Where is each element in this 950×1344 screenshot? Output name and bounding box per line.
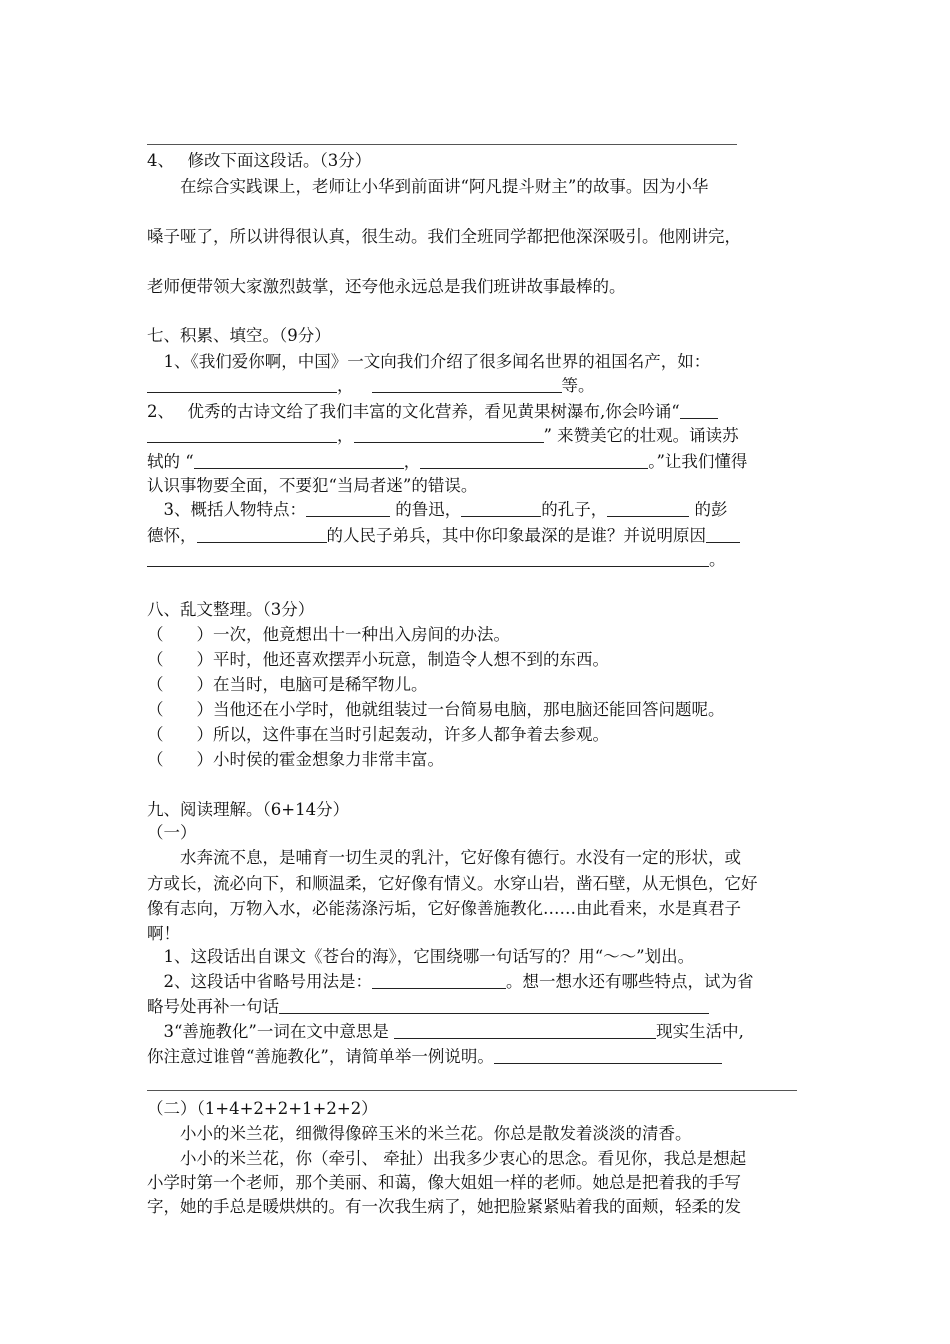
fill-blank[interactable] — [372, 376, 562, 393]
question-line — [147, 451, 747, 473]
question-line — [147, 971, 754, 993]
ordering-item: （ ）当他还在小学时，他就组装过一台简易电脑，那电脑还能回答问题呢。 — [147, 700, 725, 719]
fill-blank[interactable] — [372, 972, 506, 989]
part-label: （二）（1+4+2+2+1+2+2） — [147, 1099, 378, 1118]
text-fragment: 轼的 “ — [147, 452, 194, 471]
text-fragment: 3、概括人物特点： — [147, 500, 306, 519]
fill-blank[interactable] — [706, 526, 740, 543]
fill-blank[interactable] — [194, 452, 404, 469]
question-line — [147, 401, 718, 423]
question-line — [147, 1046, 722, 1068]
fill-blank[interactable] — [607, 500, 689, 517]
section-4-title: 4、 修改下面这段话。（3分） — [147, 151, 372, 170]
ordering-item: （ ）所以，这件事在当时引起轰动，许多人都争着去参观。 — [147, 725, 609, 744]
question-line — [147, 425, 739, 447]
text-fragment: 3“善施教化”一词在文中意思是 — [147, 1022, 395, 1041]
question-line: 1、《我们爱你啊，中国》一文向我们介绍了很多闻名世界的祖国名产，如： — [147, 352, 711, 371]
text-fragment: 略号处再补一句话 — [147, 997, 279, 1016]
section-8-title: 八、乱文整理。（3分） — [147, 600, 315, 619]
fill-blank[interactable] — [197, 526, 327, 543]
passage-line: 小小的米兰花，你（牵引、 牵扯）出我多少衷心的思念。看见你，我总是想起 — [147, 1149, 747, 1168]
fill-blank[interactable] — [420, 452, 648, 469]
fill-blank[interactable] — [279, 997, 709, 1014]
separator: ， — [337, 426, 354, 445]
answer-line[interactable] — [147, 1090, 797, 1091]
ordering-item: （ ）一次，他竟想出十一种出入房间的办法。 — [147, 625, 510, 644]
text-fragment: 2、 优秀的古诗文给了我们丰富的文化营养，看见黄果树瀑布,你会吟诵“ — [147, 402, 680, 421]
part-label: （一） — [147, 823, 197, 842]
answer-line — [147, 144, 737, 145]
text-fragment: 2、这段话中省略号用法是： — [147, 972, 372, 991]
text-fragment: 现实生活中, — [656, 1022, 744, 1041]
ordering-item: （ ）平时，他还喜欢摆弄小玩意，制造令人想不到的东西。 — [147, 650, 609, 669]
question-line: 1、这段话出自课文《苍台的海》，它围绕哪一句话写的？用“～～”划出。 — [147, 947, 695, 966]
text-fragment: 。”让我们懂得 — [648, 452, 748, 471]
fill-blank[interactable] — [306, 500, 390, 517]
text-fragment: 的人民子弟兵，其中你印象最深的是谁？并说明原因 — [326, 526, 706, 545]
passage-line: 啊！ — [147, 924, 180, 943]
paragraph-line: 在综合实践课上，老师让小华到前面讲“阿凡提斗财主”的故事。因为小华 — [147, 177, 709, 196]
text-fragment: 。 — [709, 550, 726, 569]
fill-blank[interactable] — [354, 426, 544, 443]
question-line — [147, 525, 740, 547]
paragraph-line: 嗓子哑了，所以讲得很认真，很生动。我们全班同学都把他深深吸引。他刚讲完， — [147, 227, 741, 246]
ordering-item: （ ）小时侯的霍金想象力非常丰富。 — [147, 750, 444, 769]
text-fragment: 德怀， — [147, 526, 197, 545]
question-line — [147, 549, 726, 571]
fill-blank[interactable] — [494, 1047, 722, 1064]
fill-blank[interactable] — [680, 402, 718, 419]
fill-blank[interactable] — [147, 426, 337, 443]
question-line — [147, 499, 728, 521]
text-fragment: ” 来赞美它的壮观。诵读苏 — [543, 426, 739, 445]
text-fragment: 。想一想水还有哪些特点，试为省 — [506, 972, 754, 991]
text-fragment: 的孔子， — [541, 500, 608, 519]
question-line — [147, 375, 595, 397]
text-fragment: 的鲁迅， — [390, 500, 462, 519]
fill-blank[interactable] — [147, 376, 337, 393]
paragraph-line: 老师便带领大家激烈鼓掌，还夸他永远总是我们班讲故事最棒的。 — [147, 277, 626, 296]
section-7-title: 七、积累、填空。（9分） — [147, 326, 331, 345]
question-line — [147, 1021, 744, 1043]
fill-blank[interactable] — [394, 1022, 656, 1039]
separator: ， — [337, 376, 354, 395]
passage-line: 水奔流不息，是哺育一切生灵的乳汁，它好像有德行。水没有一定的形状，或 — [147, 848, 741, 867]
question-line — [147, 996, 709, 1018]
passage-line: 小学时第一个老师，那个美丽、和蔼，像大姐姐一样的老师。她总是把着我的手写 — [147, 1173, 741, 1192]
ordering-item: （ ）在当时，电脑可是稀罕物儿。 — [147, 675, 428, 694]
text-fragment: 等。 — [561, 376, 595, 395]
passage-line: 小小的米兰花，细微得像碎玉米的米兰花。你总是散发着淡淡的清香。 — [147, 1124, 692, 1143]
section-9-title: 九、阅读理解。（6+14分） — [147, 800, 350, 819]
passage-line: 字，她的手总是暖烘烘的。有一次我生病了，她把脸紧紧贴着我的面颊，轻柔的发 — [147, 1197, 741, 1216]
passage-line: 像有志向，万物入水，必能荡涤污垢，它好像善施教化……由此看来，水是真君子 — [147, 899, 741, 918]
text-fragment: 的彭 — [689, 500, 728, 519]
answer-line[interactable] — [147, 550, 709, 567]
passage-line: 方或长，流必向下，和顺温柔，它好像有情义。水穿山岩，凿石壁，从无惧色，它好 — [147, 874, 758, 893]
question-line: 认识事物要全面，不要犯“当局者迷”的错误。 — [147, 476, 478, 495]
fill-blank[interactable] — [461, 500, 541, 517]
text-fragment: 你注意过谁曾“善施教化”，请简单举一例说明。 — [147, 1047, 494, 1066]
separator: ， — [403, 452, 421, 471]
